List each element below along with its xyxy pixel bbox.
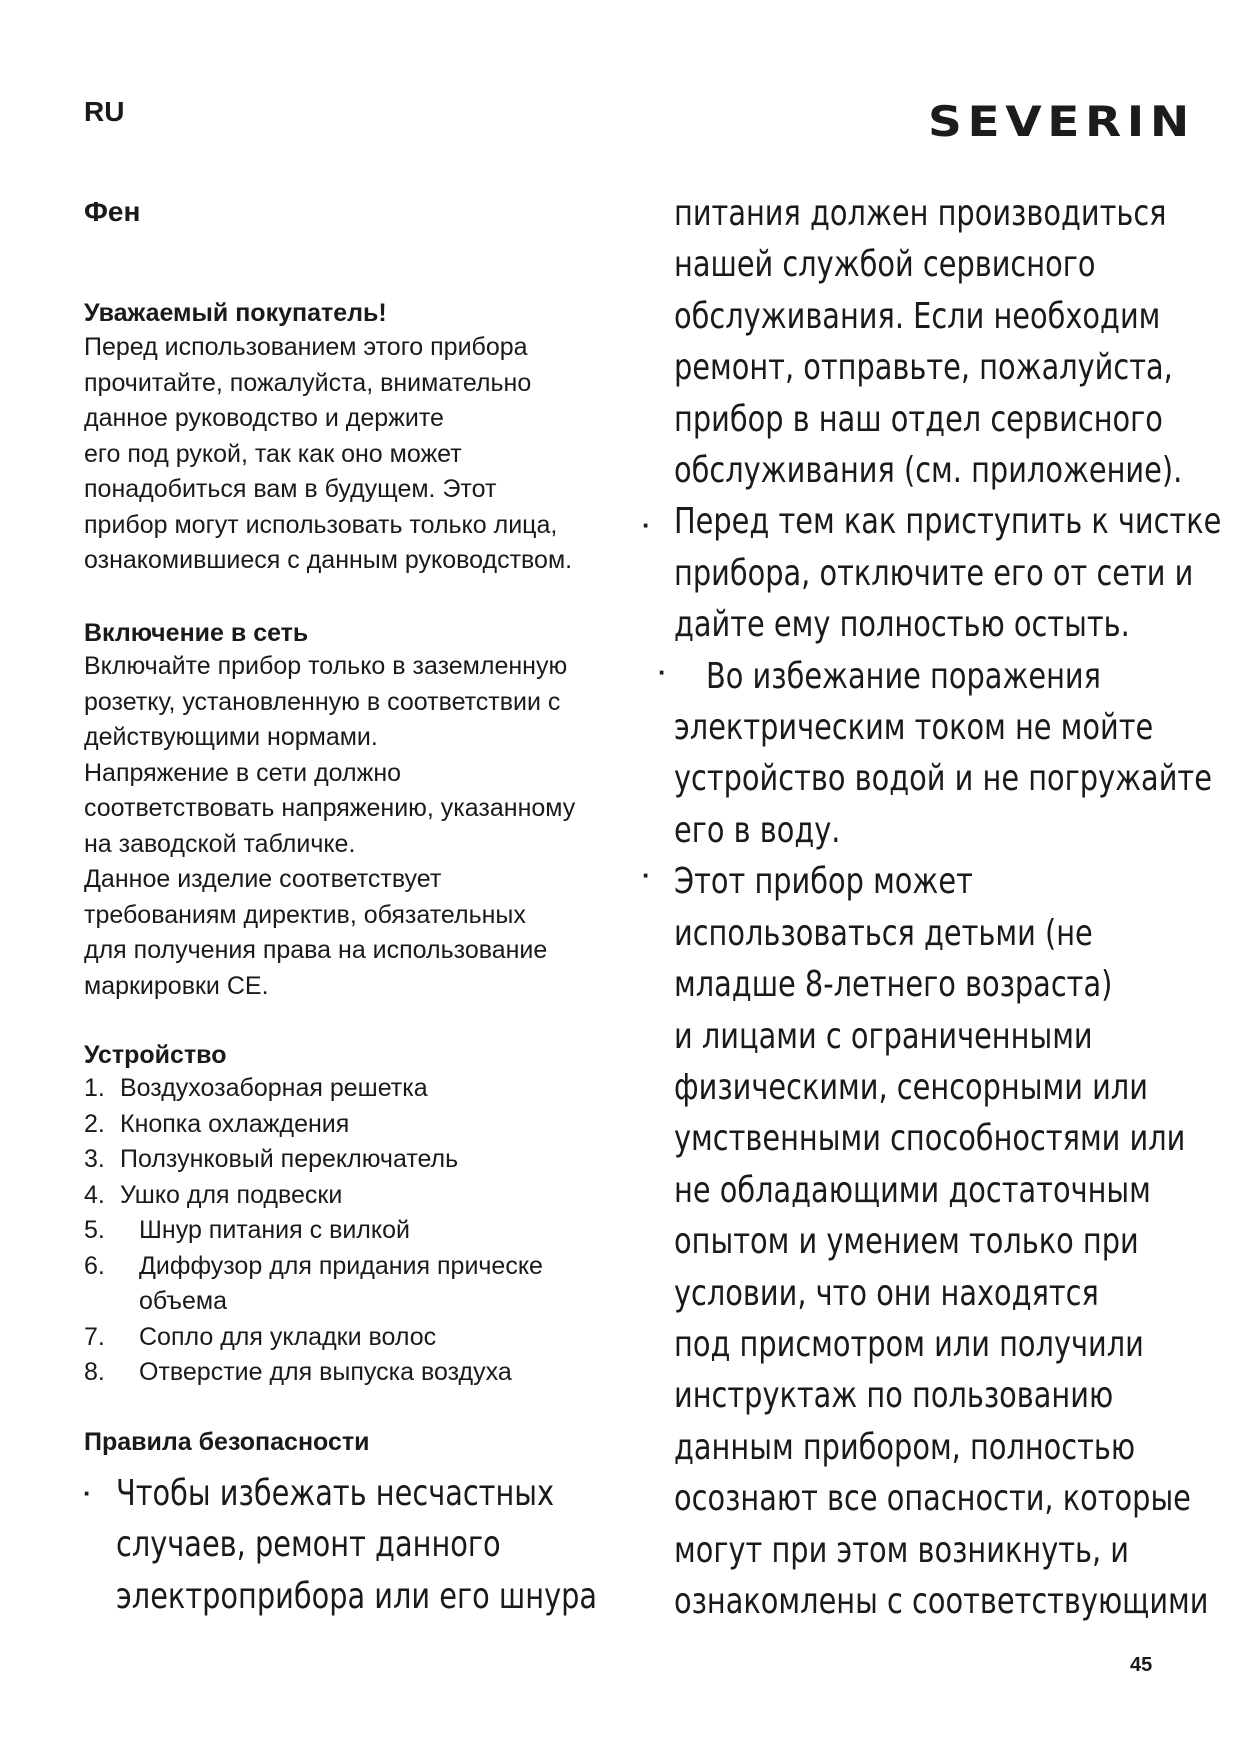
intro-line: ознакомившиеся с данным руководством.: [84, 546, 573, 574]
safety-line: дайте ему полностью остыть.: [674, 604, 1130, 646]
intro-paragraph: [84, 330, 614, 579]
safety-line: электрическим током не мойте: [674, 707, 1154, 749]
safety-line: младше 8-летнего возраста): [674, 964, 1113, 1006]
safety-left-column: [116, 1468, 597, 1622]
intro-line: прибор могут использовать только лица,: [84, 510, 558, 539]
intro-line: Перед использованием этого прибора: [84, 333, 528, 361]
safety-line: нашей службой сервисного: [674, 244, 1096, 286]
power-line: розетку, установленную в соответствии с: [84, 687, 561, 716]
item-number: 5.: [84, 1216, 105, 1244]
power-heading: Включение в сеть: [84, 619, 309, 647]
language-code: RU: [84, 96, 125, 127]
item-number: 3.: [84, 1145, 105, 1173]
safety-line: умственными способностями или: [674, 1118, 1186, 1160]
intro-line: понадобиться вам в будущем. Этот: [84, 475, 497, 503]
device-heading: Устройство: [84, 1041, 227, 1069]
power-paragraph: [84, 649, 614, 1004]
power-line: маркировки CE.: [84, 971, 269, 1000]
item-label: Сопло для укладки волос: [139, 1322, 437, 1351]
safety-line: ремонт, отправьте, пожалуйста,: [674, 347, 1173, 389]
power-line: соответствовать напряжению, указанному: [84, 794, 576, 822]
bullet-icon: ·: [83, 1478, 92, 1508]
bullet-icon: ·: [642, 510, 651, 540]
intro-line: прочитайте, пожалуйста, внимательно: [84, 368, 532, 397]
safety-line: Чтобы избежать несчастных: [116, 1473, 555, 1514]
safety-line: питания должен производиться: [674, 193, 1167, 234]
safety-line: прибор в наш отдел сервисного: [674, 398, 1163, 440]
item-number: 6.: [84, 1251, 105, 1280]
item-label: объема: [139, 1287, 228, 1315]
item-label: Диффузор для придания прическе: [139, 1251, 543, 1280]
safety-line: данным прибором, полностью: [674, 1426, 1136, 1468]
safety-line: не обладающими достаточным: [674, 1169, 1151, 1211]
safety-right-column: [674, 188, 1221, 1627]
safety-line: электроприбора или его шнура: [116, 1575, 598, 1617]
item-label: Воздухозаборная решетка: [120, 1074, 428, 1102]
power-line: требованиям директив, обязательных: [84, 900, 526, 929]
power-line: на заводской табличке.: [84, 829, 356, 858]
safety-line: Этот прибор может: [674, 861, 973, 903]
item-number: 7.: [84, 1322, 105, 1351]
power-line: Включайте прибор только в заземленную: [84, 652, 568, 680]
safety-line: условии, что они находятся: [674, 1272, 1099, 1314]
safety-heading: Правила безопасности: [84, 1428, 370, 1456]
safety-line: прибора, отключите его от сети и: [674, 552, 1194, 594]
page-number: 45: [1130, 1654, 1153, 1676]
safety-line: случаев, ремонт данного: [116, 1524, 501, 1566]
item-label: Отверстие для выпуска воздуха: [139, 1358, 512, 1386]
brand-logo: SEVERIN: [928, 97, 1195, 146]
safety-line: обслуживания (см. приложение).: [674, 450, 1183, 492]
safety-line: ознакомлены с соответствующими: [674, 1580, 1209, 1622]
item-label: Ползунковый переключатель: [120, 1145, 459, 1173]
safety-line: под присмотром или получили: [674, 1323, 1144, 1365]
intro-heading: Уважаемый покупатель!: [84, 299, 387, 327]
item-number: 2.: [84, 1109, 105, 1138]
bullet-icon: ·: [642, 860, 651, 890]
item-number: 1.: [84, 1074, 105, 1102]
safety-line: осознают все опасности, которые: [674, 1478, 1191, 1520]
intro-line: данное руководство и держите: [84, 404, 444, 432]
safety-line: опытом и умением только при: [674, 1221, 1139, 1263]
item-label: Ушко для подвески: [120, 1180, 343, 1209]
safety-line: использоваться детьми (не: [674, 912, 1093, 954]
safety-line: и лицами с ограниченными: [674, 1015, 1093, 1057]
power-line: для получения права на использование: [84, 936, 548, 964]
item-label: Шнур питания с вилкой: [139, 1216, 410, 1244]
safety-line: могут при этом возникнуть, и: [674, 1529, 1130, 1571]
power-line: Напряжение в сети должно: [84, 758, 402, 787]
item-number: 8.: [84, 1358, 105, 1386]
item-number: 4.: [84, 1180, 105, 1209]
safety-line: устройство водой и не погружайте: [674, 758, 1212, 800]
intro-line: его под рукой, так как оно может: [84, 439, 462, 468]
safety-line: его в воду.: [674, 809, 841, 851]
safety-line: обслуживания. Если необходим: [674, 295, 1161, 337]
safety-line: Перед тем как приступить к чистке: [674, 501, 1222, 543]
document-title: Фен: [84, 196, 141, 227]
power-line: Данное изделие соответствует: [84, 865, 442, 893]
safety-line: физическими, сенсорными или: [674, 1066, 1148, 1108]
safety-line: Во избежание поражения: [706, 655, 1101, 697]
bullet-icon: ·: [658, 657, 667, 687]
power-line: действующими нормами.: [84, 723, 378, 751]
item-label: Кнопка охлаждения: [120, 1109, 350, 1138]
safety-line: инструктаж по пользованию: [674, 1375, 1114, 1417]
